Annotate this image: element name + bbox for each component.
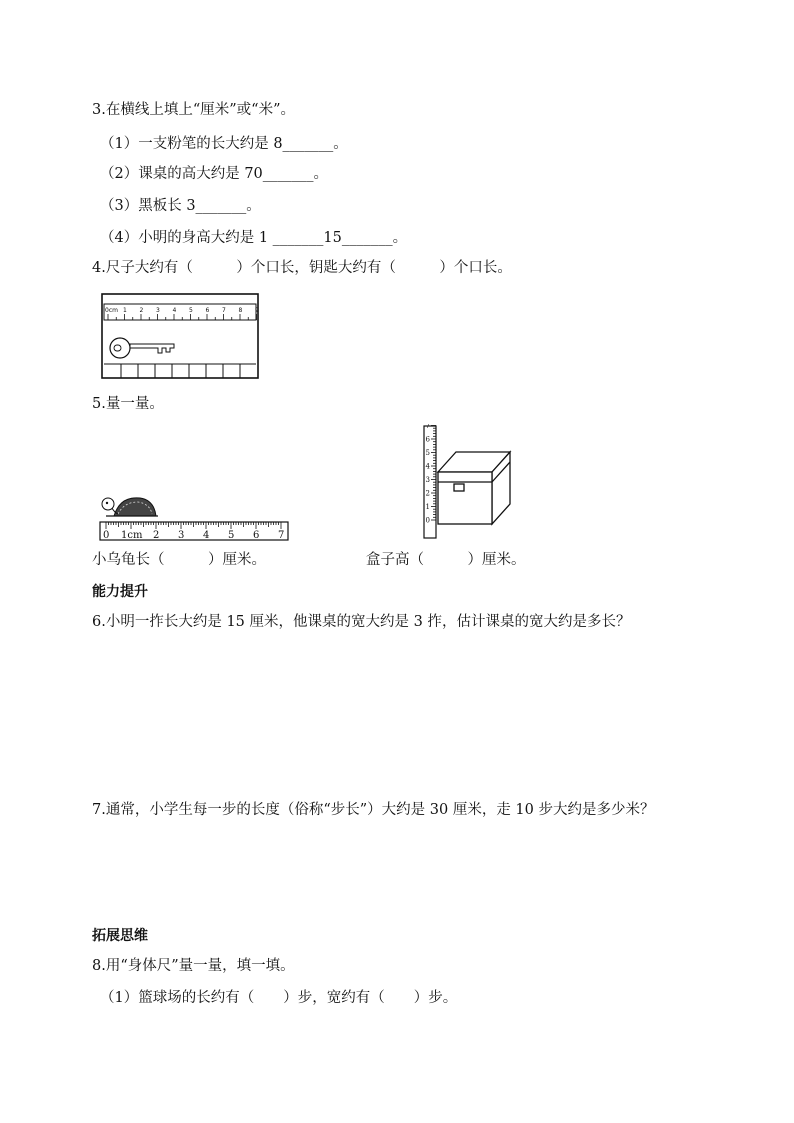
box-ruler-label: 6 [425,435,430,444]
turtle-ruler-label: 0 [103,530,110,541]
ruler-label: 7 [222,307,226,314]
q6-text: 6.小明一拃长大约是 15 厘米，他课桌的宽大约是 3 拃，估计课桌的宽大约是多长？ [92,614,631,630]
box-ruler-label: 3 [425,476,430,484]
turtle-ruler-label: 4 [203,530,210,541]
ruler-label: 8 [238,307,243,314]
turtle-caption: 小乌龟长（ ）厘米。 [92,552,266,568]
box-ruler-label: 0 [425,516,430,525]
turtle-ruler-label: 5 [228,530,235,541]
turtle-ruler-label: 6 [253,530,260,541]
ruler-label: 6 [205,307,210,314]
section-heading-ability: 能力提升 [92,584,148,600]
ruler-label: 0cm [105,307,118,314]
q4-text: 4.尺子大约有（ ）个口长，钥匙大约有（ ）个口长。 [92,260,512,276]
turtle-ruler-label: 7 [278,530,285,541]
q8-item-1: （1）篮球场的长约有（ ）步，宽约有（ ）步。 [100,990,458,1006]
box-ruler-figure [420,424,520,542]
ruler-label: 4 [172,307,177,314]
ruler-label: 2 [139,307,144,314]
q3-item-3: （3）黑板长 3_______。 [100,198,261,214]
ruler-label: 9 [255,307,259,314]
turtle-ruler-figure [98,490,292,542]
ruler-label: 1 [123,307,127,314]
q3-item-4: （4）小明的身高大约是 1 _______15_______。 [100,230,408,246]
q8-title: 8.用“身体尺”量一量，填一填。 [92,958,295,974]
q3-title: 3.在横线上填上“厘米”或“米”。 [92,102,295,118]
q3-item-1: （1）一支粉笔的长大约是 8_______。 [100,136,348,152]
box-ruler-label: 2 [425,489,430,498]
box-ruler-label: 4 [425,462,430,471]
turtle-ruler-label: 1cm [121,530,143,541]
ruler-key-figure [100,292,262,382]
box-ruler-label: 1 [425,503,430,511]
section-heading-extension: 拓展思维 [92,928,148,944]
ruler-label: 5 [189,307,193,314]
box-caption: 盒子高（ ）厘米。 [366,552,526,568]
q5-title: 5.量一量。 [92,396,164,412]
turtle-ruler-label: 2 [153,530,160,541]
box-icon [438,452,510,524]
box-ruler-label: 5 [425,449,430,457]
ruler-label: 3 [156,307,160,314]
turtle-icon [102,498,158,516]
turtle-ruler-label: 3 [178,530,185,541]
q7-text: 7.通常，小学生每一步的长度（俗称“步长”）大约是 30 厘米，走 10 步大约是多少米？ [92,802,655,818]
box-ruler-label: 7 [425,424,430,430]
q3-item-2: （2）课桌的高大约是 70_______。 [100,166,329,182]
